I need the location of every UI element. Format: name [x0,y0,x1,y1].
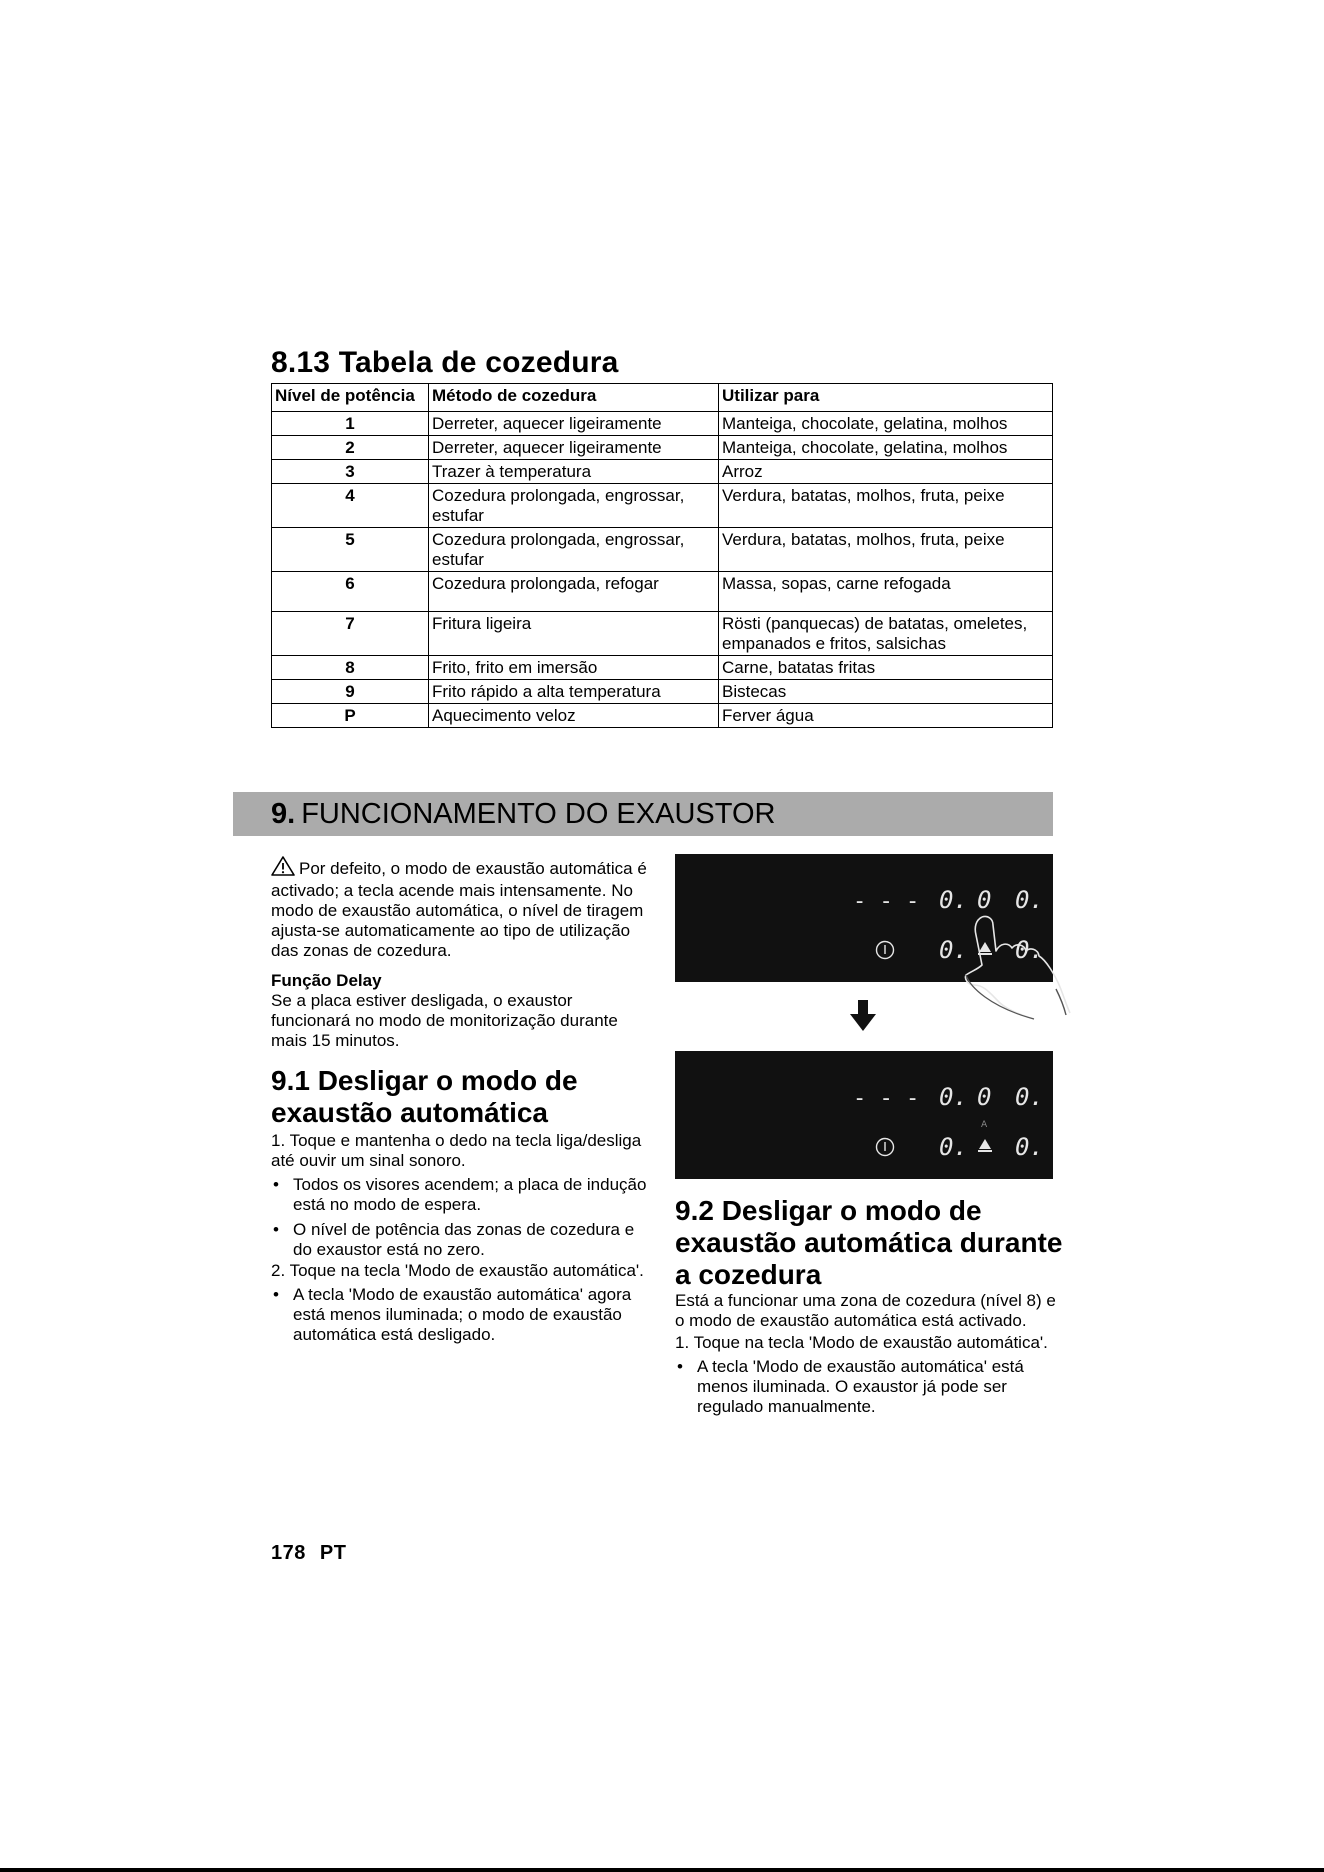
delay-text: Se a placa estiver desligada, o exaustor funcionará no modo de monitorização durante mais 15 minutos. [271,991,618,1050]
cell-power-level: 9 [272,680,429,704]
cell-power-level: 4 [272,484,429,528]
cell-method: Cozedura prolongada, engrossar, estufar [429,528,719,572]
table-row [272,680,1053,704]
cell-power-level: P [272,704,429,728]
section-9-2-intro: Está a funcionar uma zona de cozedura (nível 8) e o modo de exaustão automática está activado. [675,1291,1056,1330]
control-panel-after [675,1051,1053,1179]
cooking-table [271,383,1053,728]
cell-power-level: 1 [272,412,429,436]
bullet-list-9-2 [675,1357,1065,1417]
cell-method: Frito rápido a alta temperatura [429,680,719,704]
display-digit: 0. [939,1133,968,1161]
fan-icon[interactable] [978,1139,992,1152]
cell-use: Massa, sopas, carne refogada [719,572,1053,612]
table-row [272,460,1053,484]
cell-method: Trazer à temperatura [429,460,719,484]
cell-use: Bistecas [719,680,1053,704]
cell-power-level: 7 [272,612,429,656]
cell-use: Rösti (panquecas) de batatas, omeletes, empanados e fritos, salsichas [719,612,1053,656]
display-digit: 0. [1015,1133,1044,1161]
left-column [271,856,656,1350]
cell-method: Aquecimento veloz [429,704,719,728]
list-item: • A tecla 'Modo de exaustão automática' agora está menos iluminada; o modo de exaustão automática está desligado. [271,1285,656,1345]
table-row [272,572,1053,612]
table-row [272,528,1053,572]
cell-use: Ferver água [719,704,1053,728]
step-2-text: 2. Toque na tecla 'Modo de exaustão automática'. [271,1261,644,1280]
arrow-down-icon [850,1000,876,1032]
cell-method: Cozedura prolongada, refogar [429,572,719,612]
list-item: • A tecla 'Modo de exaustão automática' está menos iluminada. O exaustor já pode ser regulado manualmente. [675,1357,1065,1417]
table-row [272,656,1053,680]
cell-method: Derreter, aquecer ligeiramente [429,412,719,436]
cell-use: Carne, batatas fritas [719,656,1053,680]
cell-power-level: 8 [272,656,429,680]
auto-mode-indicator: A [981,1120,988,1130]
warning-text: Por defeito, o modo de exaustão automática é activado; a tecla acende mais intensamente. No modo de exaustão automática, o nível de tiragem ajusta-se automaticamente ao tipo de utilização das zonas de cozedura. [271,859,647,960]
power-icon[interactable] [877,942,894,959]
language-code: PT [319,1542,347,1564]
right-column [675,1195,1065,1422]
section-9-1-title: 9.1 Desligar o modo de exaustão automática [271,1065,578,1128]
cell-power-level: 2 [272,436,429,460]
cell-use: Arroz [719,460,1053,484]
display-digit: 0. [939,886,968,914]
table-row [272,484,1053,528]
display-digit: 0. [1015,1083,1044,1111]
display-digit: 0. [1015,886,1044,914]
bullet-list-9-1-b [271,1285,656,1345]
cell-method: Cozedura prolongada, engrossar, estufar [429,484,719,528]
display-digit: 0. [1015,936,1044,964]
column-header-use: Utilizar para [719,384,1053,412]
cell-power-level: 5 [272,528,429,572]
hand-icon [960,915,1080,1025]
table-row [272,704,1053,728]
display-dashes: - - - [853,889,920,914]
column-header-method: Método de cozedura [429,384,719,412]
banner-title: FUNCIONAMENTO DO EXAUSTOR [301,797,776,830]
cell-use: Manteiga, chocolate, gelatina, molhos [719,412,1053,436]
section-title-cooking-table: 8.13 Tabela de cozedura [271,346,619,379]
step-1-text: 1. Toque e mantenha o dedo na tecla liga/desliga até ouvir um sinal sonoro. [271,1131,642,1170]
bullet-list-9-1 [271,1175,656,1260]
cell-use: Verdura, batatas, molhos, fruta, peixe [719,484,1053,528]
cell-use: Manteiga, chocolate, gelatina, molhos [719,436,1053,460]
display-digit: 0. [939,936,968,964]
delay-heading: Função Delay [271,971,382,990]
table-header-row [272,384,1053,412]
column-header-power-level: Nível de potência [272,384,429,412]
section-banner [233,792,1053,836]
cell-use: Verdura, batatas, molhos, fruta, peixe [719,528,1053,572]
bottom-rule [0,1868,1324,1872]
cell-method: Derreter, aquecer ligeiramente [429,436,719,460]
cell-power-level: 3 [272,460,429,484]
list-item: • O nível de potência das zonas de cozedura e do exaustor está no zero. [271,1220,656,1260]
section-9-2-title: 9.2 Desligar o modo de exaustão automática durante a cozedura [675,1195,1063,1290]
display-dashes: - - - [853,1086,920,1111]
step-1-text: 1. Toque na tecla 'Modo de exaustão automática'. [675,1333,1048,1352]
display-digit: 0 [977,1083,992,1111]
table-row [272,436,1053,460]
warning-paragraph [271,856,656,961]
cell-method: Frito, frito em imersão [429,656,719,680]
page-number: 178 [271,1542,306,1564]
warning-icon [271,856,295,881]
table-row [272,612,1053,656]
cell-method: Fritura ligeira [429,612,719,656]
power-icon[interactable] [877,1139,894,1156]
cell-power-level: 6 [272,572,429,612]
display-digit: 0. [939,1083,968,1111]
banner-number: 9. [271,797,296,830]
list-item: • Todos os visores acendem; a placa de indução está no modo de espera. [271,1175,656,1215]
table-row [272,412,1053,436]
page-footer [271,1542,346,1565]
display-digit: 0 [977,886,992,914]
